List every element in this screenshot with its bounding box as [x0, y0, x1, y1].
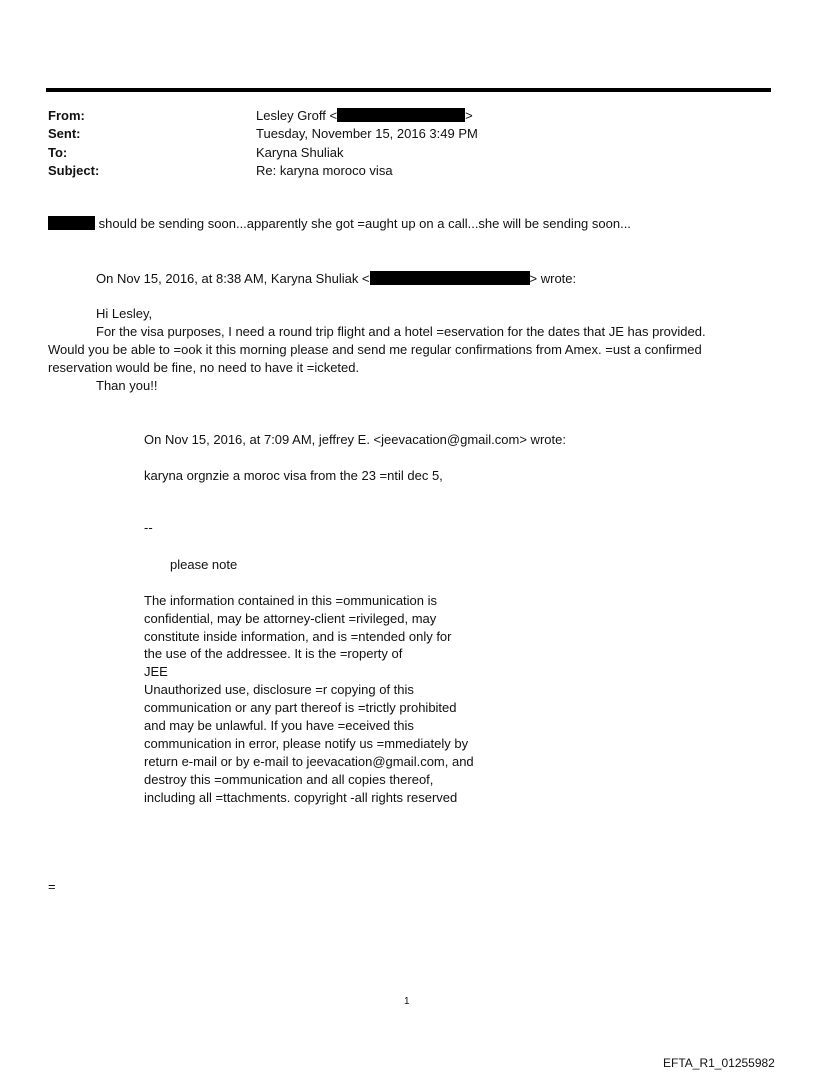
disclaimer-line: including all =ttachments. copyright -all rights reserved: [144, 790, 458, 805]
reply-text: should be sending soon...apparently she got =aught up on a call...she will be sending soon...: [98, 216, 631, 231]
q1-line: For the visa purposes, I need a round trip flight and a hotel =eservation for the dates that JE has provided.: [96, 324, 706, 339]
disclaimer-line: Unauthorized use, disclosure =r copying of this: [144, 682, 414, 697]
signature-dash: --: [144, 520, 153, 535]
subject-label: Subject:: [48, 163, 100, 178]
to-label: To:: [48, 145, 68, 160]
disclaimer-line: the use of the addressee. It is the =roperty of: [144, 646, 403, 661]
disclaimer-line: communication or any part thereof is =trictly prohibited: [144, 700, 457, 715]
q1-greeting: Hi Lesley,: [96, 306, 153, 321]
disclaimer-line: confidential, may be attorney-client =rivileged, may: [144, 611, 437, 626]
please-note: please note: [170, 557, 238, 572]
q1-line: Would you be able to =ook it this morning please and send me regular confirmations from Amex. =ust a confirmed: [48, 342, 702, 357]
trailing-equals: =: [48, 879, 56, 894]
redaction-box: [337, 108, 465, 122]
page-number: 1: [404, 996, 410, 1007]
disclaimer-line: JEE: [144, 664, 168, 679]
from-name: Lesley Groff <: [256, 108, 338, 123]
quote1-intro-end: > wrote:: [529, 271, 577, 286]
sent-value: Tuesday, November 15, 2016 3:49 PM: [256, 126, 478, 141]
reply-line: [48, 216, 631, 231]
from-value: [256, 108, 473, 123]
q1-thanks: Than you!!: [96, 378, 158, 393]
quote1-intro-text: On Nov 15, 2016, at 8:38 AM, Karyna Shuliak <: [96, 271, 370, 286]
disclaimer-line: and may be unlawful. If you have =eceived this: [144, 718, 414, 733]
q1-line: reservation would be fine, no need to have it =icketed.: [48, 360, 360, 375]
redaction-box: [48, 216, 95, 230]
quote2-intro: On Nov 15, 2016, at 7:09 AM, jeffrey E. <jeevacation@gmail.com> wrote:: [144, 432, 566, 447]
bates-number: EFTA_R1_01255982: [663, 1056, 775, 1070]
disclaimer-line: destroy this =ommunication and all copies thereof,: [144, 772, 434, 787]
sent-label: Sent:: [48, 126, 81, 141]
quote1-intro: [96, 271, 576, 286]
disclaimer-line: return e-mail or by e-mail to jeevacation@gmail.com, and: [144, 754, 474, 769]
disclaimer-line: The information contained in this =ommunication is: [144, 593, 438, 608]
quote2-text: karyna orgnzie a moroc visa from the 23 =ntil dec 5,: [144, 468, 443, 483]
redaction-box: [370, 271, 530, 285]
disclaimer-line: constitute inside information, and is =ntended only for: [144, 629, 452, 644]
to-value: Karyna Shuliak: [256, 145, 344, 160]
subject-value: Re: karyna moroco visa: [256, 163, 393, 178]
from-close: >: [465, 108, 473, 123]
disclaimer-line: communication in error, please notify us =mmediately by: [144, 736, 469, 751]
header-rule: [46, 88, 771, 92]
from-label: From:: [48, 108, 85, 123]
